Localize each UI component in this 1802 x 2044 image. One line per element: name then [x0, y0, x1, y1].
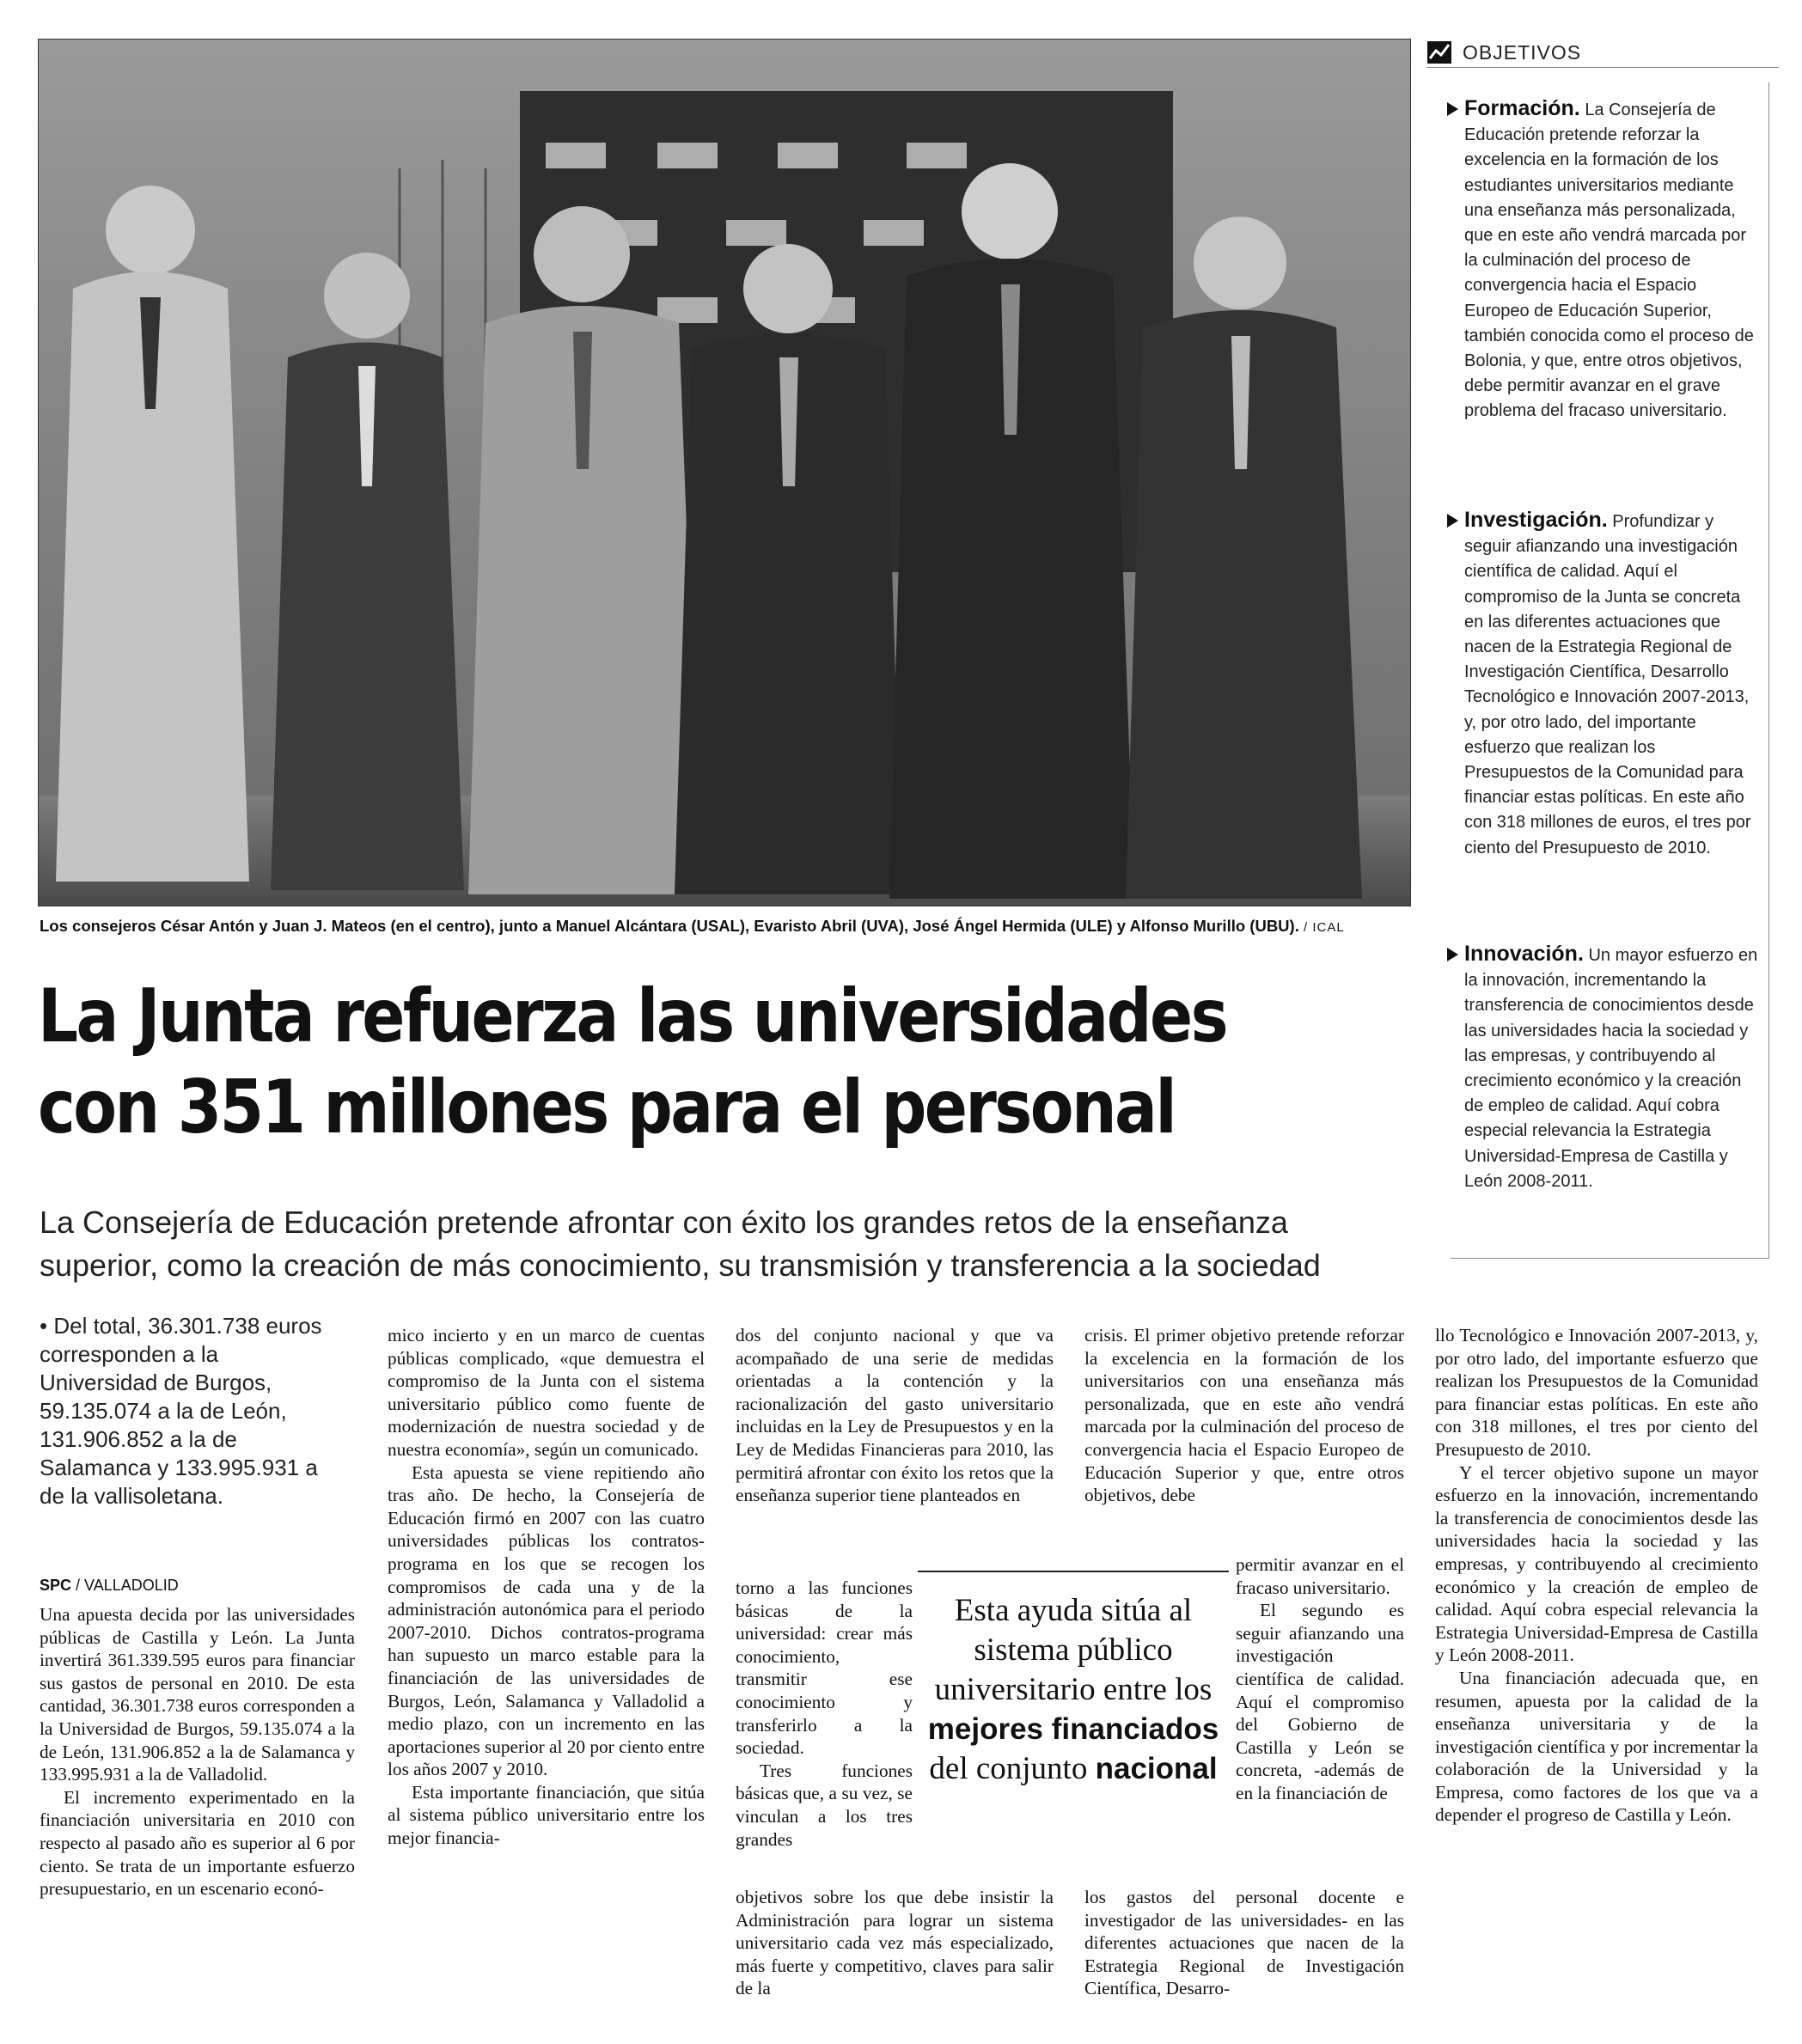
quote-emphasis: mejores financiados: [927, 1712, 1219, 1746]
sidebar-title: OBJETIVOS: [1463, 41, 1582, 64]
body-column-4-top: [1084, 1324, 1404, 1507]
paragraph: Esta apuesta se viene repitiendo año tras año. De hecho, la Consejería de Educación firmó en 2007 con las cuatro universidades públicas los contratos-programa en los que se recogen los compromisos de cada una y de la administración autonómica para el periodo 2007-2010. Dichos contratos-programa han supuesto un marco estable para la financiación de las universidades de Burgos, León, Salamanca y Valladolid a medio plazo, con un incremento en las aportaciones superior al 20 por ciento entre los años 2007 y 2010.: [388, 1461, 706, 1780]
objective-text: La Consejería de Educación pretende reforzar la excelencia en la formación de los estudiantes universitarios mediante una enseñanza más personalizada, que en este año vendrá marcada por la culminación del proceso de convergencia hacia el Espacio Europeo de Educación Superior, también conocida como el proceso de Bolonia, y que, entre otros objetivos, debe permitir avanzar en el grave problema del fracaso universitario.: [1464, 101, 1754, 421]
paragraph: Tres funciones básicas que, a su vez, se vinculan a los tres grandes: [736, 1760, 913, 1850]
paragraph: Una apuesta decida por las universidades públicas de Castilla y León. La Junta invertirá 361.339.595 euros para financiar sus gastos de personal en 2010. De esta cantidad, 36.301.738 euros corresponden a la Universidad de Burgos, 59.135.074 a la de León, 131.906.852 a la de Salamanca y 133.995.931 a la de Valladolid.: [40, 1604, 355, 1785]
body-column-5: [1435, 1324, 1758, 1827]
news-photo: [38, 39, 1411, 906]
paragraph: torno a las funciones básicas de la universidad: crear más conocimiento, transmitir ese conocimiento y transferirlo a la sociedad.: [736, 1577, 913, 1759]
headline-line-2: con 351 millones para el personal: [38, 1065, 1176, 1150]
objective-innovacion: [1464, 942, 1761, 1194]
body-column-1: [40, 1603, 355, 1901]
paragraph: Y el tercer objetivo supone un mayor esfuerzo en la innovación, incrementando la transferencia de conocimientos desde las universidades hacia la sociedad y las empresas, y contribuyendo al crecimiento económico y la creación de empleo de calidad. Aquí cobra especial relevancia la Estrategia Universidad-Empresa de Castilla y León 2008-2011.: [1435, 1461, 1758, 1666]
byline: [40, 1577, 366, 1595]
photo-caption: [40, 917, 1414, 936]
quote-emphasis: nacional: [1095, 1752, 1218, 1785]
objective-investigacion: [1464, 508, 1761, 861]
objective-text: Profundizar y seguir afianzando una investigación científica de calidad. Aquí el compromiso de la Junta se concreta en las diferentes actuaciones que nacen de la Estrategia Regional de Investigación Científica, Desarrollo Tecnológico e Innovación 2007-2013, y, por otro lado, del importante esfuerzo que realizan los Presupuestos de la Comunidad para financiar estas políticas. En este año con 318 millones de euros, el tres por ciento del Presupuesto de 2010.: [1464, 512, 1751, 857]
triangle-bullet-icon: [1447, 102, 1458, 116]
objective-label: Formación.: [1464, 96, 1580, 120]
body-column-3-bottom: [736, 1886, 1054, 2000]
paragraph: crisis. El primer objetivo pretende reforzar la excelencia en la formación de los universitarios con una enseñanza más personalizada, que en este año vendrá marcada por la culminación del proceso de convergencia hacia el Espacio Europeo de Educación Superior y que, entre otros objetivos, debe: [1084, 1325, 1404, 1506]
body-column-3-top: [736, 1324, 1054, 1507]
subheadline: La Consejería de Educación pretende afrontar con éxito los grandes retos de la enseñanza superior, como la creación de más conocimiento, su transmisión y transferencia a la sociedad: [40, 1205, 1321, 1283]
byline-place: / VALLADOLID: [76, 1577, 179, 1594]
sidebar-header: [1426, 40, 1779, 68]
paragraph: mico incierto y en un marco de cuentas públicas complicado, «que demuestra el compromiso de la Junta con el sistema universitario público como fuente de modernización de nuestra sociedad y de nuestra economía», según un comunicado.: [388, 1325, 705, 1460]
paragraph: Una financiación adecuada que, en resumen, apuesta por la calidad de la enseñanza universitaria y de la investigación científica y por incrementar la colaboración de la Universidad y la Empresa, como factores de los que va a depender el progreso de Castilla y León.: [1435, 1667, 1758, 1826]
headline: [38, 971, 1228, 1153]
triangle-bullet-icon: [1447, 514, 1458, 528]
paragraph: llo Tecnológico e Innovación 2007-2013, y, por otro lado, del importante esfuerzo que realizan los Presupuestos de la Comunidad para financiar estas políticas. En este año con 318 millones, el tres por ciento del Presupuesto de 2010.: [1435, 1325, 1758, 1460]
quote-text: del conjunto: [929, 1751, 1088, 1786]
paragraph: permitir avanzar en el fracaso universitario.: [1236, 1554, 1404, 1598]
chart-trend-icon: [1427, 41, 1451, 64]
body-column-4-narrow: [1236, 1553, 1404, 1805]
triangle-bullet-icon: [1447, 948, 1458, 961]
paragraph: Esta importante financiación, que sitúa al sistema público universitario entre los mejor financia-: [388, 1781, 705, 1849]
headline-line-1: La Junta refuerza las universidades: [38, 973, 1227, 1059]
lead-summary: • Del total, 36.301.738 euros corresponden a la Universidad de Burgos, 59.135.074 a la de León, 131.906.852 a la de Salamanca y 133.995.931 a de la vallisoletana.: [40, 1313, 322, 1509]
paragraph: El segundo es seguir afianzando una investigación científica de calidad. Aquí el compromiso del Gobierno de Castilla y León se concreta, -además de en la financiación de: [1236, 1600, 1404, 1803]
paragraph: El incremento experimentado en la financiación universitaria en 2010 con respecto al pasado año es superior al 6 por ciento. Se trata de un importante esfuerzo presupuestario, en un escenario econó-: [40, 1786, 355, 1900]
byline-agency: SPC: [40, 1577, 72, 1594]
objective-label: Innovación.: [1464, 942, 1584, 966]
photo-credit: / ICAL: [1303, 920, 1345, 935]
quote-text: Esta ayuda sitúa al sistema público universitario entre los: [934, 1593, 1213, 1707]
paragraph: los gastos del personal docente e investigador de las universidades- en las diferentes actuaciones que nacen de la Estrategia Regional de Investigación Científica, Desarro-: [1084, 1887, 1404, 1999]
body-column-4-bottom: [1084, 1886, 1404, 2000]
caption-text: Los consejeros César Antón y Juan J. Mateos (en el centro), junto a Manuel Alcántara (USAL), Evaristo Abril (UVA), José Ángel Hermida (ULE) y Alfonso Murillo (UBU).: [40, 917, 1299, 935]
paragraph: dos del conjunto nacional y que va acompañado de una serie de medidas orientadas a la contención y la racionalización del gasto universitario incluidas en la Ley de Presupuestos y en la Ley de Medidas Financieras para 2010, las permitirá afrontar con éxito los retos que la enseñanza superior tiene planteados en: [736, 1325, 1054, 1506]
press-group-photo-illustration: [39, 40, 1410, 906]
pull-quote: [918, 1571, 1229, 1789]
objective-text: Un mayor esfuerzo en la innovación, incrementando la transferencia de conocimientos desde las universidades hacia la sociedad y las empresas, y contribuyendo al crecimiento económico y la creación de empleo de calidad. Aquí cobra especial relevancia la Estrategia Universidad-Empresa de Castilla y León 2008-2011.: [1464, 946, 1758, 1191]
body-column-3-narrow: [736, 1577, 913, 1851]
objective-formacion: [1464, 96, 1761, 424]
objective-label: Investigación.: [1464, 508, 1608, 532]
body-column-2: [388, 1324, 705, 1850]
paragraph: objetivos sobre los que debe insistir la Administración para lograr un sistema universitario cada vez más especializado, más fuerte y competitivo, claves para salir de la: [736, 1887, 1054, 1999]
